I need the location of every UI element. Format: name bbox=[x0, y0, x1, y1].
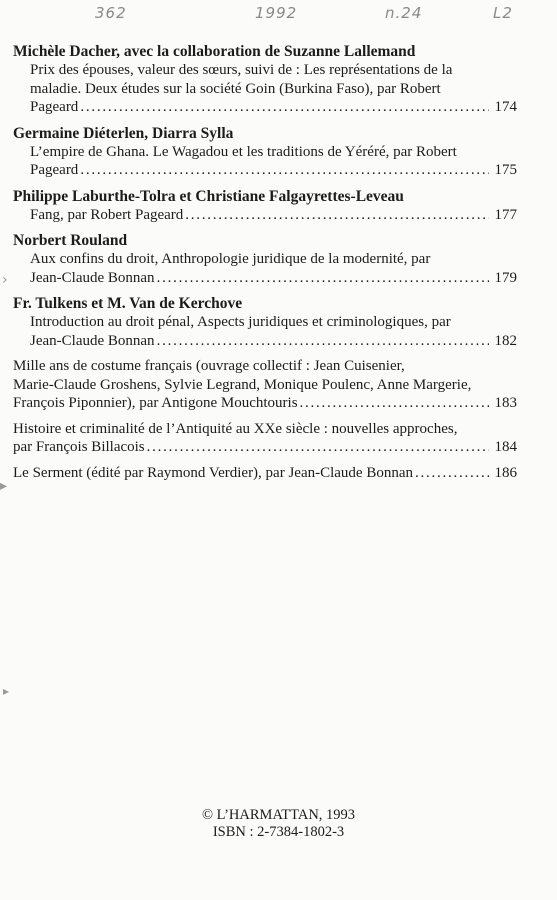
paper-mark-icon: › bbox=[2, 272, 8, 288]
toc-description-line: Mille ans de costume français (ouvrage collectif : Jean Cuisenier, bbox=[13, 358, 405, 374]
toc-author: Fr. Tulkens et M. Van de Kerchove bbox=[13, 295, 243, 312]
dot-leader bbox=[155, 332, 489, 351]
toc-description-line: Histoire et criminalité de l’Antiquité au XXe siècle : nouvelles approches, bbox=[13, 420, 458, 437]
toc-page-number: 175 bbox=[494, 162, 517, 178]
toc-description-line: Aux confins du droit, Anthropologie juridique de la modernité, par bbox=[30, 251, 431, 267]
dot-leader bbox=[145, 438, 489, 457]
copyright-line: © L’HARMATTAN, 1993 bbox=[201, 807, 356, 823]
paper-mark-icon: ▸ bbox=[3, 684, 10, 698]
dot-leader bbox=[413, 464, 488, 483]
toc-entry bbox=[13, 42, 517, 117]
toc-page-number: 183 bbox=[494, 395, 517, 411]
handwritten-note-1: 362 bbox=[95, 4, 127, 22]
toc-leader-line bbox=[30, 269, 517, 288]
dot-leader bbox=[78, 161, 488, 180]
toc-last-line-text: Pageard bbox=[30, 99, 79, 115]
toc-leader-line bbox=[30, 161, 517, 180]
toc-description bbox=[13, 206, 517, 225]
toc-page-number: 182 bbox=[494, 332, 517, 349]
toc-entry bbox=[13, 294, 517, 350]
toc-leader-line bbox=[13, 394, 517, 413]
dot-leader bbox=[78, 98, 488, 117]
toc-description-line: maladie. Deux études sur la société Goin (Burkina Faso), par Robert bbox=[30, 80, 441, 97]
toc-description bbox=[13, 61, 517, 117]
toc-last-line-text: Jean-Claude Bonnan bbox=[30, 332, 155, 349]
publisher-footer bbox=[0, 807, 557, 841]
handwritten-note-2: 1992 bbox=[255, 4, 298, 22]
handwritten-note-4: L2 bbox=[493, 4, 513, 22]
toc-leader-line bbox=[30, 206, 517, 225]
toc-last-line-text: Jean-Claude Bonnan bbox=[30, 269, 155, 286]
toc-author: Germaine Diéterlen, Diarra Sylla bbox=[13, 124, 234, 142]
dot-leader bbox=[155, 269, 489, 288]
toc-entry bbox=[13, 187, 517, 225]
toc-leader-line bbox=[13, 464, 517, 483]
toc-leader-line bbox=[13, 438, 517, 457]
toc-page-number: 186 bbox=[494, 464, 517, 481]
paper-mark-icon: ▸ bbox=[0, 478, 8, 494]
toc-leader-line bbox=[30, 332, 517, 351]
toc-description bbox=[13, 464, 517, 483]
isbn-line: ISBN : 2-7384-1802-3 bbox=[212, 824, 345, 840]
toc-description-line: Introduction au droit pénal, Aspects juridiques et criminologiques, par bbox=[30, 314, 451, 330]
toc-description bbox=[13, 143, 517, 180]
toc-description bbox=[13, 420, 517, 457]
toc-last-line-text: par François Billacois bbox=[13, 439, 145, 455]
toc-last-line-text: Fang, par Robert Pageard bbox=[30, 206, 184, 223]
toc-last-line-text: Le Serment (édité par Raymond Verdier), par Jean-Claude Bonnan bbox=[13, 464, 414, 481]
toc-last-line-text: Pageard bbox=[30, 162, 79, 178]
table-of-contents bbox=[13, 42, 517, 489]
toc-page-number: 184 bbox=[494, 439, 517, 455]
toc-entry bbox=[13, 357, 517, 413]
toc-author: Philippe Laburthe-Tolra et Christiane Falgayrettes-Leveau bbox=[13, 187, 404, 205]
toc-author: Norbert Rouland bbox=[13, 232, 128, 249]
toc-description-line: L’empire de Ghana. Le Wagadou et les traditions de Yéréré, par Robert bbox=[30, 143, 457, 160]
toc-description bbox=[13, 250, 517, 287]
toc-entry bbox=[13, 420, 517, 457]
toc-page-number: 174 bbox=[494, 99, 517, 115]
toc-author: Michèle Dacher, avec la collaboration de Suzanne Lallemand bbox=[13, 43, 416, 60]
dot-leader bbox=[183, 206, 488, 225]
toc-leader-line bbox=[30, 98, 517, 117]
toc-description-line: Marie-Claude Groshens, Sylvie Legrand, Monique Poulenc, Anne Margerie, bbox=[13, 376, 472, 393]
toc-entry bbox=[13, 464, 517, 483]
dot-leader bbox=[298, 394, 489, 413]
toc-description bbox=[13, 313, 517, 350]
toc-page-number: 177 bbox=[494, 206, 517, 223]
toc-page-number: 179 bbox=[494, 269, 517, 286]
toc-entry bbox=[13, 231, 517, 287]
toc-entry bbox=[13, 124, 517, 180]
handwritten-note-3: n.24 bbox=[385, 4, 423, 22]
toc-last-line-text: François Piponnier), par Antigone Mouchtouris bbox=[13, 395, 298, 411]
toc-description bbox=[13, 357, 517, 413]
toc-description-line: Prix des épouses, valeur des sœurs, suivi de : Les représentations de la bbox=[30, 62, 453, 78]
